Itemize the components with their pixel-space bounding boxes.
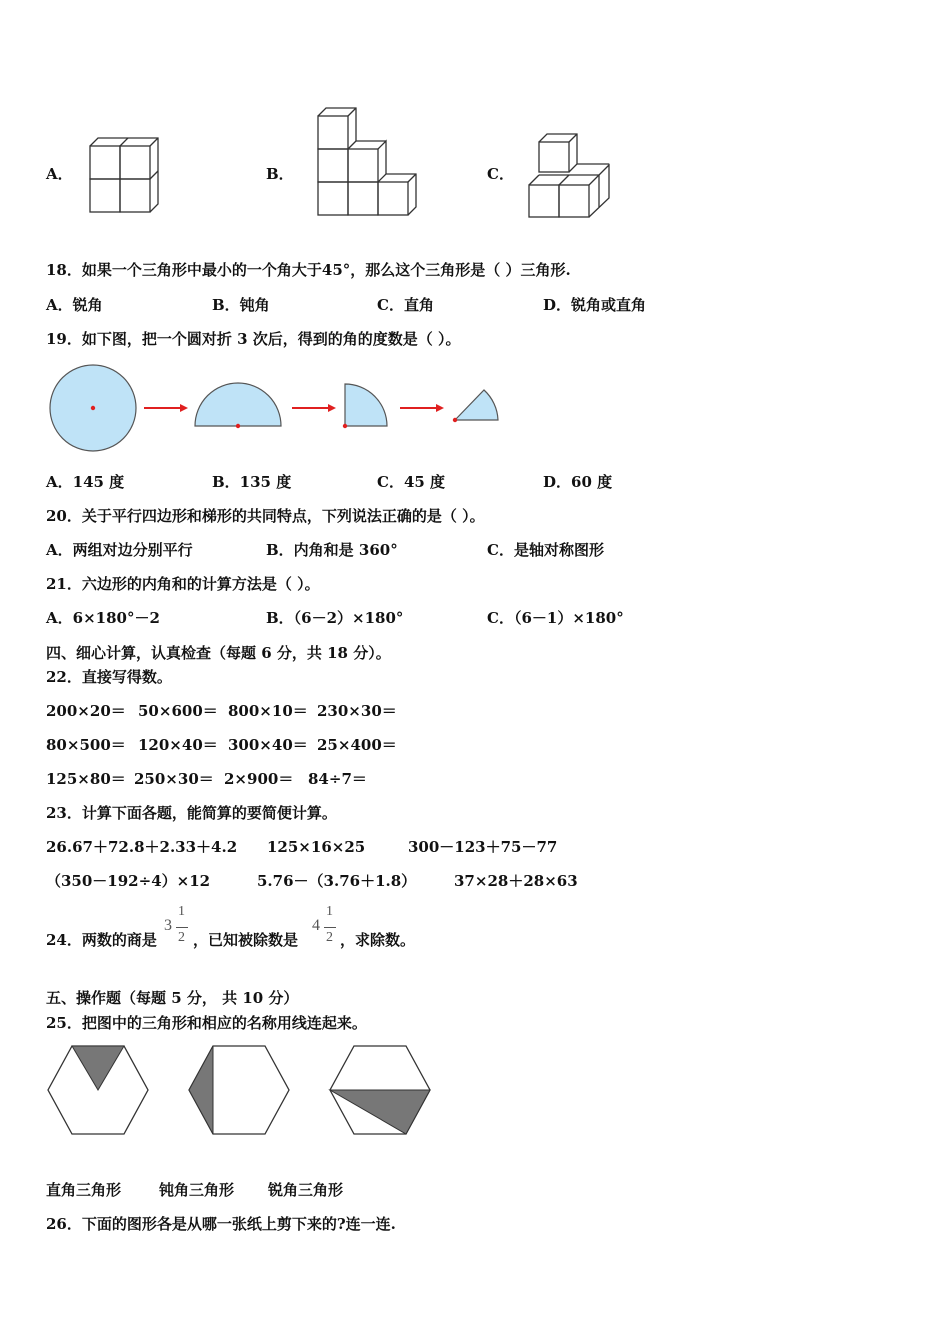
quotient-numerator: 1 xyxy=(178,904,185,919)
quarter-circle xyxy=(345,384,387,426)
q21-stem: 21．六边形的内角和的计算方法是（ ）。 xyxy=(46,575,320,593)
q25-stem: 25．把图中的三角形和相应的名称用线连起来。 xyxy=(46,1014,367,1032)
quotient-denominator: 2 xyxy=(178,930,185,945)
arrow-1 xyxy=(144,404,188,412)
q19-option-d[interactable]: D．60 度 xyxy=(543,473,613,491)
q25-name-right-triangle[interactable]: 直角三角形 xyxy=(46,1181,122,1199)
q20-stem: 20．关于平行四边形和梯形的共同特点，下列说法正确的是（ ）。 xyxy=(46,507,485,525)
q17-cube-figure-a xyxy=(88,136,168,216)
q26-stem: 26．下面的图形各是从哪一张纸上剪下来的?连一连. xyxy=(46,1215,396,1233)
q22-problem: 125×80＝ xyxy=(46,770,126,788)
q18-option-c[interactable]: C．直角 xyxy=(377,296,434,314)
arrow-3 xyxy=(400,404,444,412)
q23-problem: （350－192÷4）×12 xyxy=(46,872,211,890)
q24-dividend-mixed-fraction xyxy=(312,904,338,952)
q23-problem: 5.76－（3.76＋1.8） xyxy=(257,872,417,890)
q18-stem: 18．如果一个三角形中最小的一个角大于45°，那么这个三角形是（ ）三角形. xyxy=(46,261,571,279)
arrow-2 xyxy=(292,404,336,412)
q21-option-b[interactable]: B．（6－2）×180° xyxy=(266,609,404,627)
q24-prefix: 24．两数的商是 xyxy=(46,931,157,949)
center-dot xyxy=(453,418,457,422)
q17-option-b-label: B． xyxy=(266,165,294,183)
q23-problem: 125×16×25 xyxy=(267,838,366,856)
q22-problem: 25×400＝ xyxy=(317,736,397,754)
q19-option-a[interactable]: A．145 度 xyxy=(46,473,125,491)
q17-option-a-label: A． xyxy=(46,165,73,183)
q23-problem: 37×28＋28×63 xyxy=(454,872,578,890)
q22-problem: 800×10＝ xyxy=(228,702,308,720)
q19-circle-folding-diagram xyxy=(46,362,506,454)
q25-name-obtuse-triangle[interactable]: 钝角三角形 xyxy=(159,1181,235,1199)
q22-stem: 22．直接写得数。 xyxy=(46,668,172,686)
dividend-whole: 4 xyxy=(312,917,320,934)
q25-name-acute-triangle[interactable]: 锐角三角形 xyxy=(268,1181,344,1199)
q24-middle: ，已知被除数是 xyxy=(193,931,299,949)
q18-option-a[interactable]: A．锐角 xyxy=(46,296,103,314)
q17-option-c-label: C． xyxy=(487,165,514,183)
q19-option-b[interactable]: B．135 度 xyxy=(212,473,292,491)
q22-problem: 50×600＝ xyxy=(138,702,218,720)
q22-problem: 230×30＝ xyxy=(317,702,397,720)
q22-problem: 300×40＝ xyxy=(228,736,308,754)
q24-suffix: ，求除数。 xyxy=(340,931,416,949)
q23-problem: 300－123＋75－77 xyxy=(408,838,558,856)
q22-problem: 84÷7＝ xyxy=(308,770,367,788)
q18-option-d[interactable]: D．锐角或直角 xyxy=(543,296,647,314)
q17-cube-figure-c xyxy=(527,130,617,220)
q19-option-c[interactable]: C．45 度 xyxy=(377,473,446,491)
dividend-denominator: 2 xyxy=(326,930,333,945)
q25-hexagon-figure-1 xyxy=(46,1044,150,1136)
center-dot xyxy=(91,406,95,410)
q18-option-b[interactable]: B．钝角 xyxy=(212,296,270,314)
q22-problem: 80×500＝ xyxy=(46,736,126,754)
center-dot xyxy=(236,424,240,428)
q22-problem: 2×900＝ xyxy=(224,770,294,788)
q20-option-a[interactable]: A．两组对边分别平行 xyxy=(46,541,193,559)
semicircle xyxy=(195,383,281,426)
q17-cube-figure-b xyxy=(316,106,426,218)
q20-option-b[interactable]: B．内角和是 360° xyxy=(266,541,398,559)
section-4-title: 四、细心计算，认真检查（每题 6 分，共 18 分）。 xyxy=(46,644,391,662)
q19-stem: 19．如下图，把一个圆对折 3 次后，得到的角的度数是（ ）。 xyxy=(46,330,461,348)
dividend-numerator: 1 xyxy=(326,904,333,919)
q23-problem: 26.67＋72.8＋2.33＋4.2 xyxy=(46,838,238,856)
q22-problem: 250×30＝ xyxy=(134,770,214,788)
section-5-title: 五、操作题（每题 5 分， 共 10 分） xyxy=(46,989,299,1007)
shaded-triangle xyxy=(189,1046,213,1134)
q21-option-c[interactable]: C．（6－1）×180° xyxy=(487,609,624,627)
q25-hexagon-figure-3 xyxy=(328,1044,432,1136)
eighth-circle xyxy=(455,390,498,420)
q22-problem: 200×20＝ xyxy=(46,702,126,720)
q23-stem: 23．计算下面各题，能简算的要简便计算。 xyxy=(46,804,337,822)
q20-option-c[interactable]: C．是轴对称图形 xyxy=(487,541,604,559)
q24-quotient-mixed-fraction xyxy=(164,904,190,952)
center-dot xyxy=(343,424,347,428)
q25-hexagon-figure-2 xyxy=(187,1044,291,1136)
q21-option-a[interactable]: A．6×180°－2 xyxy=(46,609,160,627)
q22-problem: 120×40＝ xyxy=(138,736,218,754)
quotient-whole: 3 xyxy=(164,917,172,934)
